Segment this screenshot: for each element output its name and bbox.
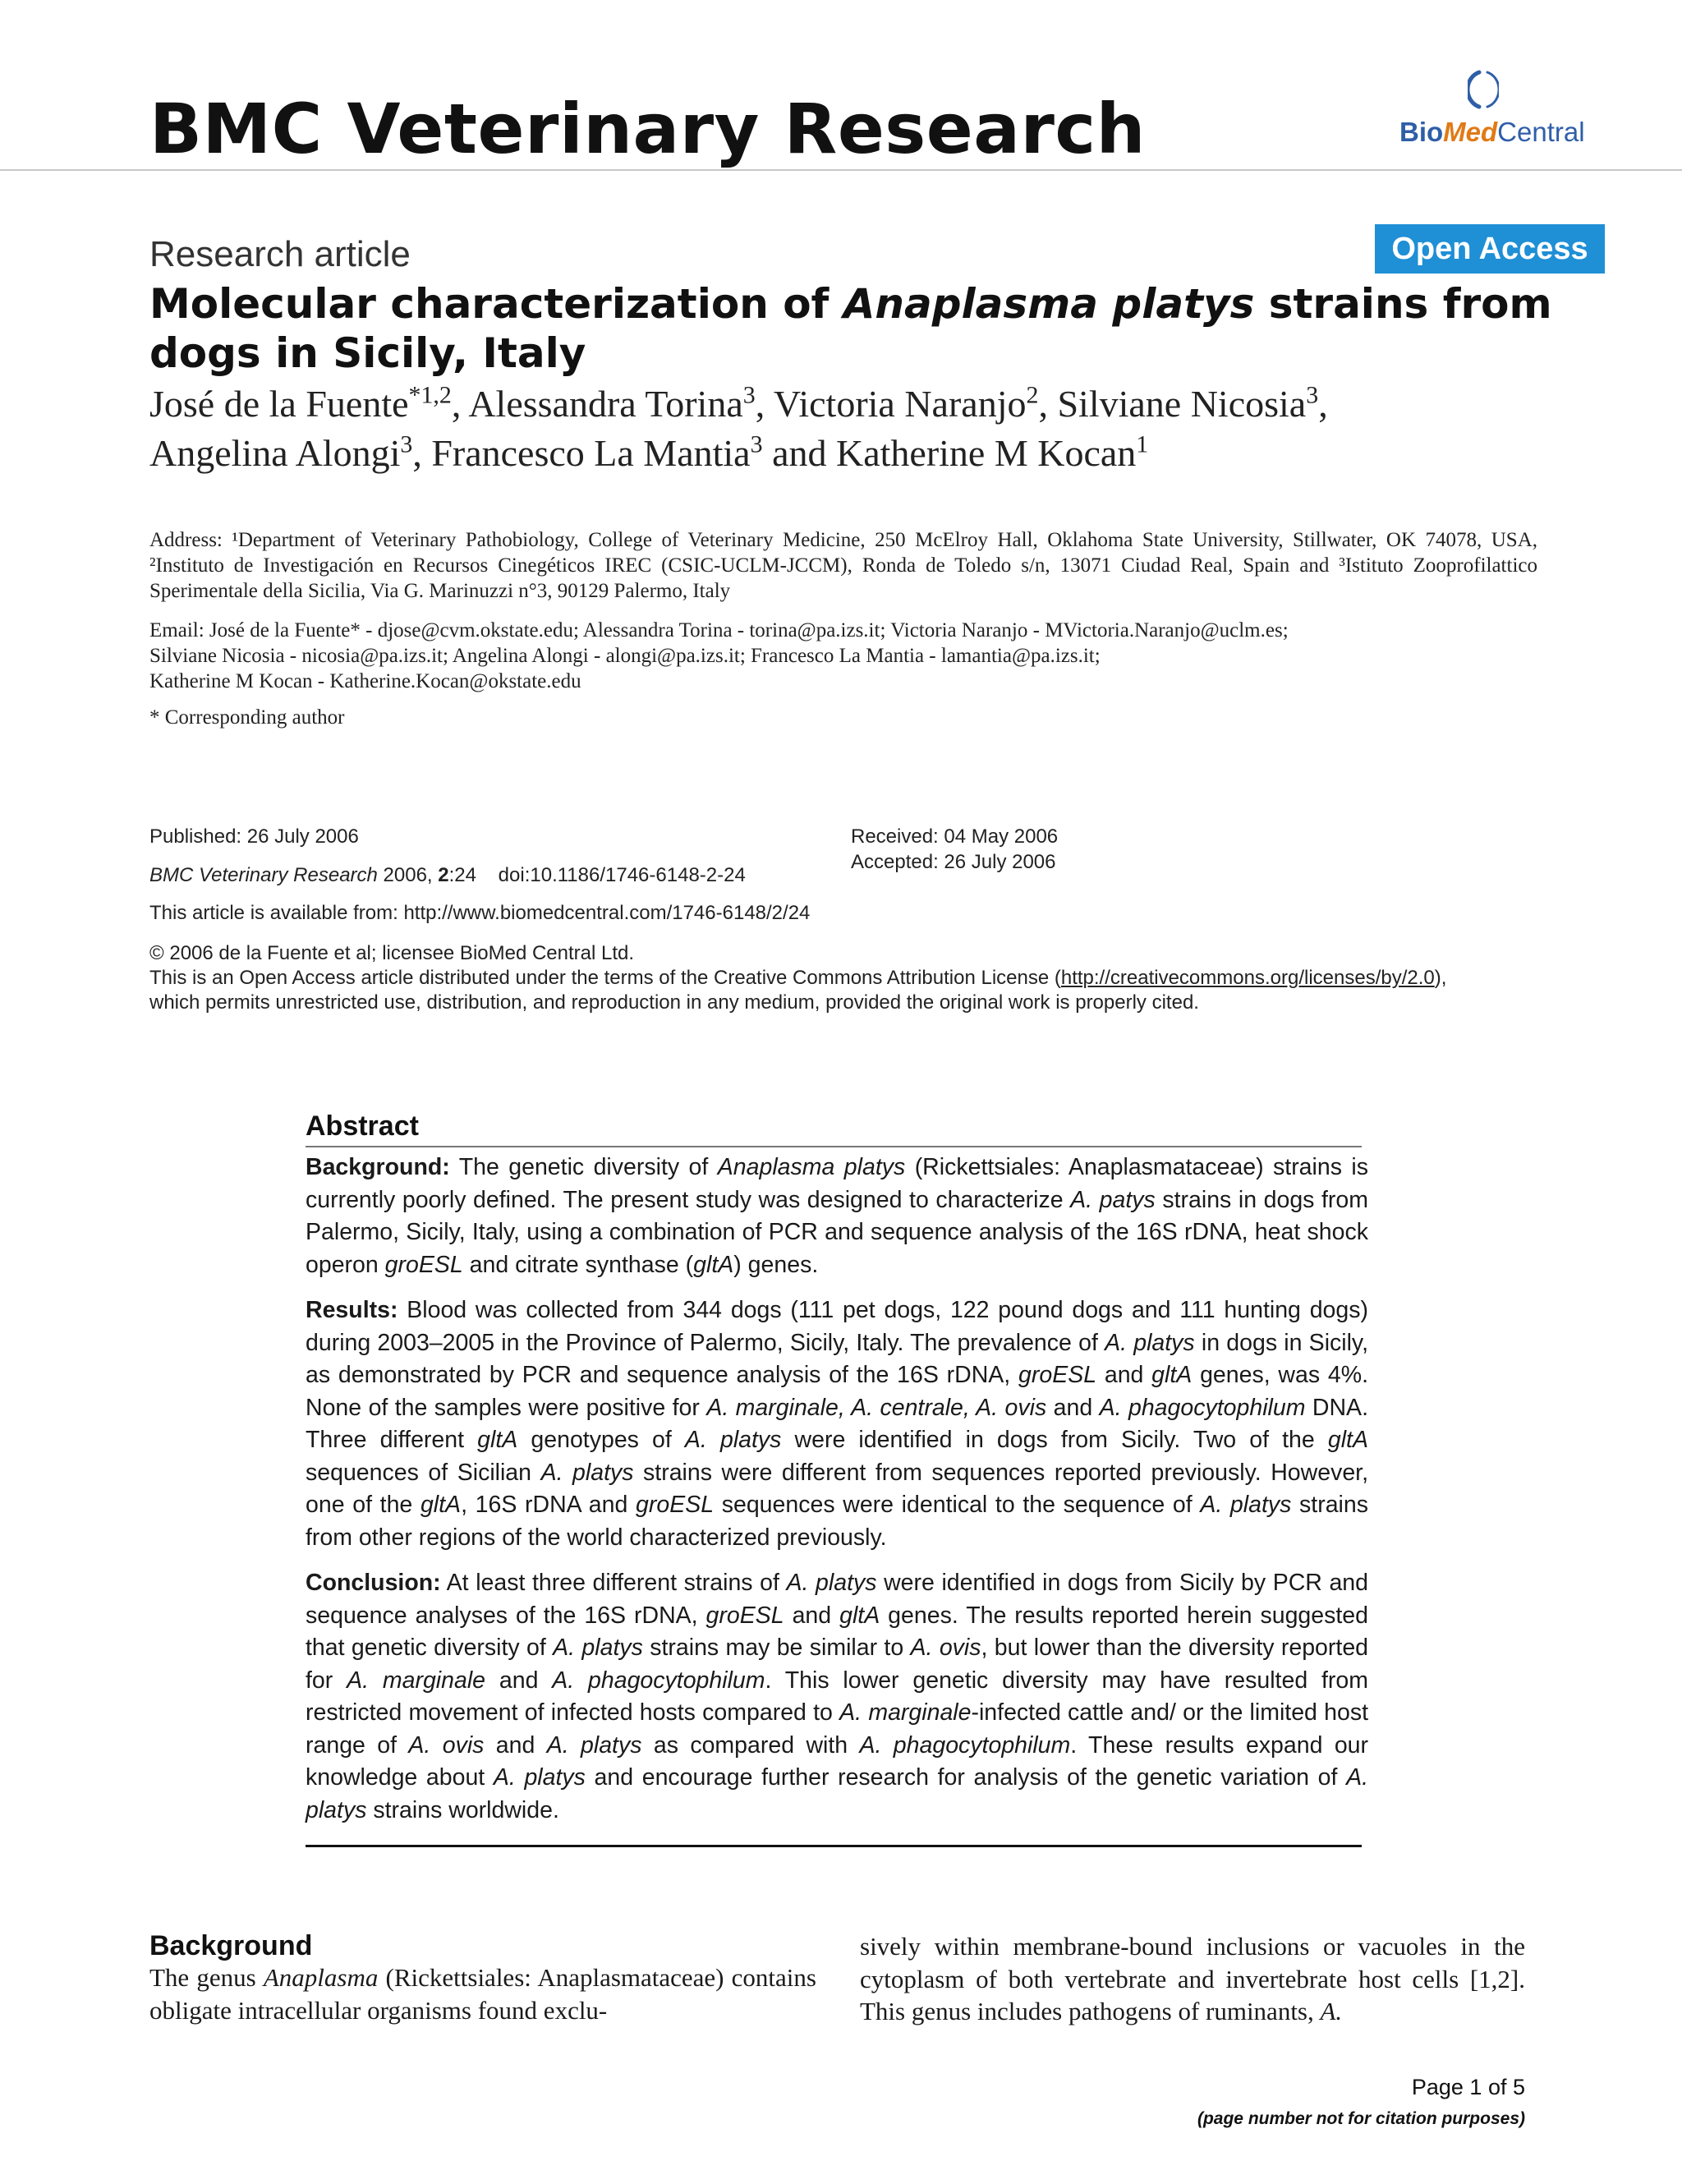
abstract-results: Results: Blood was collected from 344 dogs (111 pet dogs, 122 pound dogs and 111 hunting dogs) during 2003–2005 in the Province of Palermo, Sicily, Italy. The prevalence of A. platys in dogs in Sicily, as demonstrated by PCR and sequence analysis of the 16S rDNA, groESL and gltA genes, was 4%. None of the samples were positive for A. marginale, A. centrale, A. ovis and A. phagocytophilum DNA. Three different gltA genotypes of A. platys were identified in dogs from Sicily. Two of the gltA sequences of Sicilian A. platys strains were different from sequences reported previously. However, one of the gltA, 16S rDNA and groESL sequences were identical to the sequence of A. platys strains from other regions of the world characterized previously.: [306, 1297, 1368, 1551]
author: Francesco La Mantia$^3$ and: [431, 430, 836, 474]
author: Silviane Nicosia$^3$,: [1057, 381, 1328, 425]
abstract-divider-top: [306, 1146, 1362, 1147]
article-type: Research article: [149, 234, 411, 274]
corresponding-author-note: * Corresponding author: [149, 706, 345, 729]
citation-doi: :24 doi:10.1186/1746-6148-2-24: [448, 864, 746, 886]
received-date: Received: 04 May 2006: [851, 825, 1059, 848]
email-line[interactable]: Silviane Nicosia - nicosia@pa.izs.it; Angelina Alongi - alongi@pa.izs.it; Francesco La Mantia - lamantia@pa.izs.it;: [149, 645, 1101, 667]
abstract-divider-bottom: [306, 1845, 1362, 1847]
page-number-note: (page number not for citation purposes): [1197, 2109, 1525, 2128]
abstract-heading: Abstract: [306, 1110, 419, 1142]
citation-volume: 2: [438, 864, 449, 886]
abstract-conclusion-label: Conclusion:: [306, 1570, 441, 1596]
published-date: Published: 26 July 2006: [149, 825, 359, 848]
abstract-background: Background: The genetic diversity of Anaplasma platys (Rickettsiales: Anaplasmataceae) strains is currently poorly defined. The present study was designed to characterize A. patys strains in dogs from Palermo, Sicily, Italy, using a combination of PCR and sequence analysis of the 16S rDNA, heat shock operon groESL and citrate synthase (gltA) genes.: [306, 1154, 1368, 1278]
header-divider: [0, 169, 1682, 171]
biomed-central-logo[interactable]: [1399, 117, 1585, 148]
article-link[interactable]: http://www.biomedcentral.com/1746-6148/2/24: [403, 902, 811, 924]
title-part-1: Molecular characterization of: [149, 280, 843, 328]
copyright-notice: © 2006 de la Fuente et al; licensee BioMed Central Ltd.: [149, 942, 635, 964]
email-line[interactable]: Katherine M Kocan - Katherine.Kocan@okstate.edu: [149, 670, 581, 692]
title-part-2: strains from dogs in Sicily, Italy: [149, 280, 1552, 377]
abstract-results-label: Results:: [306, 1297, 398, 1323]
author-emails: [149, 618, 1537, 694]
logo-central: Central: [1497, 117, 1585, 147]
citation-journal: BMC Veterinary Research: [149, 864, 378, 886]
logo-bio: Bio: [1399, 117, 1444, 147]
biomed-central-logo-icon: [1468, 69, 1499, 110]
open-access-badge: Open Access: [1375, 224, 1605, 274]
author: Katherine M Kocan$^1$: [835, 430, 1149, 474]
abstract-background-label: Background:: [306, 1154, 450, 1180]
author-list: [149, 379, 1546, 478]
author: Alessandra Torina$^3$,: [468, 381, 774, 425]
author: José de la Fuente$^{*1,2}$,: [149, 381, 469, 425]
email-line[interactable]: Email: José de la Fuente* - djose@cvm.okstate.edu; Alessandra Torina - torina@pa.izs.it; Victoria Naranjo - MVictoria.Naranjo@uclm.es;: [149, 619, 1289, 641]
license-notice: This is an Open Access article distributed under the terms of the Creative Commons Attribution License (http://creativecommons.org/licenses/by/2.0), which permits unrestricted use, distribution, and reproduction in any medium, provided the original work is properly cited.: [149, 967, 1447, 1014]
title-species: Anaplasma platys: [843, 280, 1255, 328]
author: Angelina Alongi$^3$,: [149, 430, 432, 474]
citation: BMC Veterinary Research 2006, 2:24 doi:10.1186/1746-6148-2-24: [149, 864, 746, 886]
license-link[interactable]: http://creativecommons.org/licenses/by/2.0: [1060, 967, 1435, 989]
article-title: [149, 279, 1562, 378]
journal-title: BMC Veterinary Research: [149, 89, 1146, 169]
logo-med: Med: [1443, 117, 1498, 147]
abstract-conclusion: Conclusion: At least three different strains of A. platys were identified in dogs from Sicily by PCR and sequence analyses of the 16S rDNA, groESL and gltA genes. The results reported herein suggested that genetic diversity of A. platys strains may be similar to A. ovis, but lower than the diversity reported for A. marginale and A. phagocytophilum. This lower genetic diversity may have resulted from restricted movement of infected hosts compared to A. marginale-infected cattle and/ or the limited host range of A. ovis and A. platys as compared with A. phagocytophilum. These results expand our knowledge about A. platys and encourage further research for analysis of the genetic variation of A. platys strains worldwide.: [306, 1570, 1369, 1823]
body-text-column-1: The genus Anaplasma (Rickettsiales: Anaplasmataceae) contains obligate intracellular organisms found exclu-: [149, 1963, 816, 2025]
body-text-column-2: sively within membrane-bound inclusions or vacuoles in the cytoplasm of both vertebrate and invertebrate host cells [1,2]. This genus includes pathogens of ruminants, A.: [860, 1932, 1525, 2025]
article-url: This article is available from: http://www.biomedcentral.com/1746-6148/2/24: [149, 902, 811, 924]
page-number: Page 1 of 5: [1411, 2075, 1525, 2099]
section-heading-background: Background: [149, 1930, 313, 1961]
author-address: Address: ¹Department of Veterinary Pathobiology, College of Veterinary Medicine, 250 McElroy Hall, Oklahoma State University, Stillwater, OK 74078, USA, ²Instituto de Investigación en Recursos Cinegéticos IREC (CSIC-UCLM-JCCM), Ronda de Toledo s/n, 13071 Ciudad Real, Spain and ³Istituto Zooprofilattico Sperimentale della Sicilia, Via G. Marinuzzi n°3, 90129 Palermo, Italy: [149, 529, 1537, 602]
author: Victoria Naranjo$^2$,: [773, 381, 1058, 425]
accepted-date: Accepted: 26 July 2006: [851, 851, 1056, 873]
